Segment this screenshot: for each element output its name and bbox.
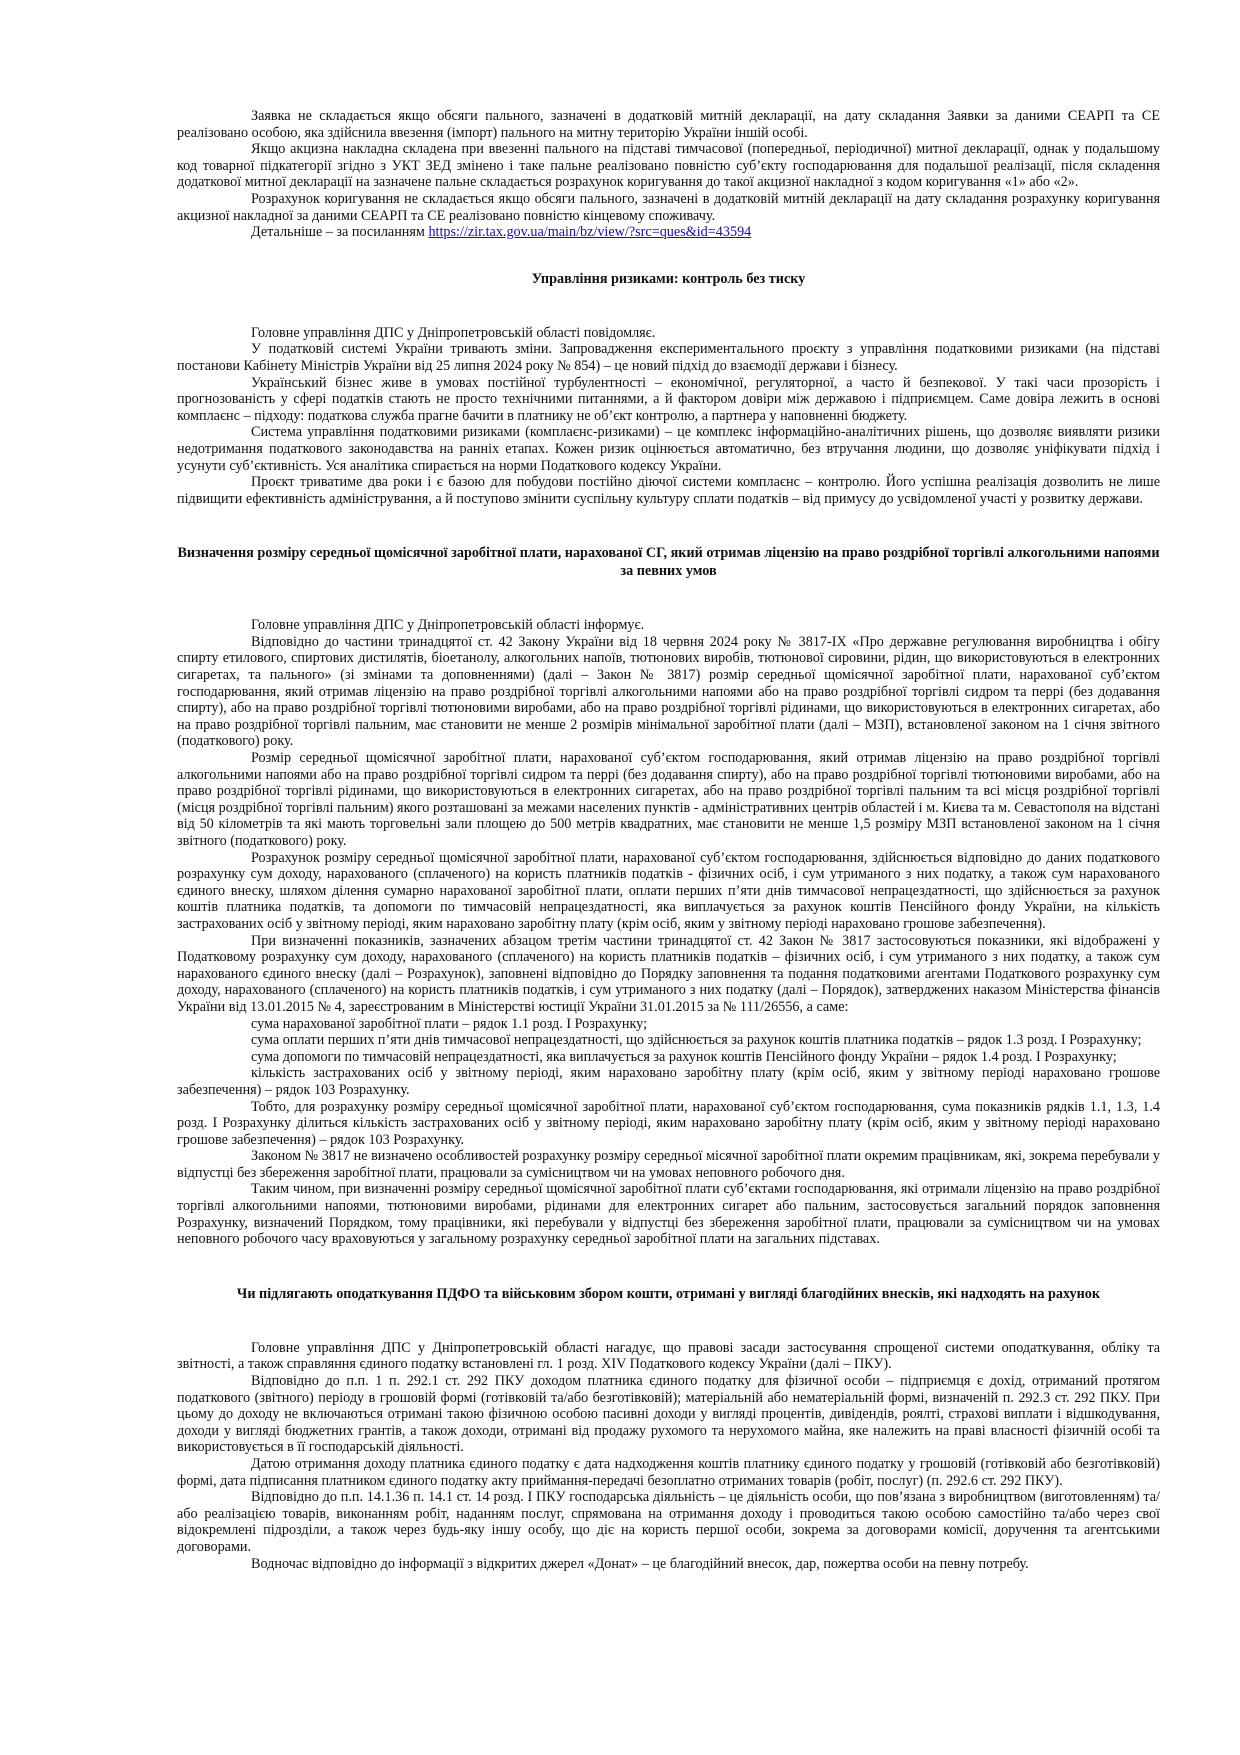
paragraph: Заявка не складається якщо обсяги пального, зазначені в додатковій митній декларації, на дату складання Заявки за даними СЕАРП та СЕ реалізовано особою, яка здійснила ввезення (імпорт) пального на митну територію України іншій особі. bbox=[177, 108, 1160, 141]
details-link[interactable]: https://zir.tax.gov.ua/main/bz/view/?src=ques&id=43594 bbox=[428, 224, 752, 241]
list-item: сума допомоги по тимчасовій непрацездатності, яка виплачується за рахунок коштів Пенсійного фонду України – рядок 1.4 розд. I Розрахунку; bbox=[251, 1048, 1117, 1065]
section-title: Визначення розміру середньої щомісячної заробітної плати, нарахованої СГ, який отримав ліцензію на право роздрібної торгівлі алкогольними напоями за певних умов bbox=[177, 545, 1160, 580]
paragraph: Розрахунок коригування не складається якщо обсяги пального, зазначені в додатковій митній декларації на дату складання розрахунку коригування акцизної накладної за даними СЕАРП та СЕ реалізовано повністю кінцевому споживачу. bbox=[177, 190, 1160, 224]
paragraph: Розмір середньої щомісячної заробітної плати, нарахованої суб’єктом господарювання, який отримав ліцензію на право роздрібної торгівлі алкогольними напоями або на право роздрібної торгівлі сидром та перрі (без додавання спирту), або на право роздрібної торгівлі тютюновими виробами, або на право роздрібної торгівлі рідинами, що використовуються в електронних сигаретах, або на право роздрібної торгівлі пальним та всі місця роздрібної торгівлі (місця роздрібної торгівлі пальним) якого розташовані за межами населених пунктів - адміністративних центрів областей і м. Києва та м. Севастополя на відстані від 50 кілометрів та які мають торговельні зали площею до 500 метрів квадратних, має становити не менше 1,5 розміру МЗП встановленої законом на 1 січня звітного (податкового) року. bbox=[177, 750, 1160, 849]
paragraph: Водночас відповідно до інформації з відкритих джерел «Донат» – це благодійний внесок, дар, пожертва особи на певну потребу. bbox=[251, 1555, 1029, 1572]
section-risk-management bbox=[177, 325, 1160, 508]
section-fuel-declaration bbox=[177, 108, 1160, 241]
section-charity-donations bbox=[177, 1340, 1160, 1572]
paragraph: Проєкт триватиме два роки і є базою для побудови постійно діючої системи комплаєнс – контролю. Його успішна реалізація дозволить не лише підвищити ефективність адміністрування, а й поступово змінити суспільну культуру сплати податків – від примусу до усвідомленої участі у розвитку держави. bbox=[177, 474, 1160, 507]
paragraph: Головне управління ДПС у Дніпропетровській області нагадує, що правові засади застосування спрощеної системи оподаткування, обліку та звітності, а також справляння єдиного податку встановлені гл. 1 розд. XIV Податкового кодексу України (далі – ПКУ). bbox=[177, 1339, 1160, 1373]
paragraph: Система управління податковими ризиками (комплаєнс-ризиками) – це комплекс інформаційно-аналітичних рішень, що дозволяє виявляти ризики недотримання податкового законодавства на ранніх етапах. Кожен ризик оцінюється автоматично, без втручання людини, що дозволяє уніфікувати підхід і усунути суб’єктивність. Уся аналітика спирається на норми Податкового кодексу України. bbox=[177, 424, 1160, 474]
details-prefix: Детальніше – за посиланням bbox=[251, 224, 429, 241]
paragraph: Розрахунок розміру середньої щомісячної заробітної плати, нарахованої суб’єктом господарювання, здійснюється відповідно до даних податкового розрахунку сум доходу, нарахованого (сплаченого) на користь платників податків - фізичних осіб, і сум утриманого з них податку, а також сум нарахованого єдиного внеску, шляхом ділення сумарно нарахованої заробітної плати, оплати перших п’яти днів тимчасової непрацездатності, що здійснюється за рахунок коштів платника податків, та допомоги по тимчасовій непрацездатності, яка виплачується за рахунок коштів Пенсійного фонду України, на кількість застрахованих осіб у звітному періоді, яким нараховано заробітну плату (крім осіб, яким у звітному періоді нараховано грошове забезпечення). bbox=[177, 849, 1160, 932]
paragraph: Відповідно до частини тринадцятої ст. 42 Закону України від 18 червня 2024 року № 3817-IX «Про державне регулювання виробництва і обігу спирту етилового, спиртових дистилятів, біоетанолу, алкогольних напоїв, тютюнових виробів, тютюнової сировини, рідин, що використовуються в електронних сигаретах, та пального» (зі змінами та доповненнями) (далі – Закон № 3817) розмір середньої щомісячної заробітної плати, нарахованої суб’єктом господарювання, який отримав ліцензію на право роздрібної торгівлі алкогольними напоями або на право роздрібної торгівлі сидром та перрі (без додавання спирту), або на право роздрібної торгівлі тютюновими виробами, або на право роздрібної торгівлі рідинами, що використовуються в електронних сигаретах, або на право роздрібної торгівлі пальним, має становити не менше 2 розмірів мінімальної заробітної плати (далі – МЗП), встановленої законом на 1 січня звітного (податкового) року. bbox=[177, 633, 1160, 750]
paragraph: Головне управління ДПС у Дніпропетровській області інформує. bbox=[251, 617, 645, 634]
paragraph: Таким чином, при визначенні розміру середньої щомісячної заробітної плати суб’єктами господарювання, які отримали ліцензію на право роздрібної торгівлі алкогольними напоями, тютюновими виробами, рідинами для електронних сигарет або пальним, застосовується загальний порядок заповнення Розрахунку, визначений Порядком, тому працівники, які перебували у відпустці без збереження заробітної плати, працювали за сумісництвом чи на умовах неповного робочого часу враховуються у загальному розрахунку середньої заробітної плати на загальних підставах. bbox=[177, 1181, 1160, 1248]
paragraph: Відповідно до п.п. 1 п. 292.1 ст. 292 ПКУ доходом платника єдиного податку для фізичної особи – підприємця є дохід, отриманий протягом податкового (звітного) періоду в грошовій формі (готівковій та/або безготівковій); матеріальній або нематеріальній формі, визначеній п. 292.3 ст. 292 ПКУ. При цьому до доходу не включаються отримані такою фізичною особою пасивні доходи у вигляді процентів, дивідендів, роялті, страхові виплати і відшкодування, доходи у вигляді бюджетних грантів, а також доходи, отримані від продажу рухомого та нерухомого майна, яке належить на праві власності фізичній особі та використовується в її господарській діяльності. bbox=[177, 1373, 1160, 1456]
document-page bbox=[177, 108, 1160, 1572]
paragraph: У податковій системі України тривають зміни. Запровадження експериментального проєкту з управління податковими ризиками (на підставі постанови Кабінету Міністрів України від 25 липня 2024 року № 854) – це новий підхід до взаємодії держави і бізнесу. bbox=[177, 341, 1160, 374]
paragraph: Головне управління ДПС у Дніпропетровській області повідомляє. bbox=[251, 324, 656, 341]
paragraph: При визначенні показників, зазначених абзацом третім частини тринадцятої ст. 42 Закон № 3817 застосовуються показники, які відображені у Податковому розрахунку сум доходу, нарахованого (сплаченого) на користь платників податків – фізичних осіб, і сум утриманого з них податку, а також сум нарахованого єдиного внеску (далі – Розрахунок), заповнені відповідно до Порядку заповнення та подання податковими агентами Податкового розрахунку сум доходу, нарахованого (сплаченого) на користь платників податків, і сум утриманого з них податку (далі – Порядок), затверджених наказом Міністерства фінансів України від 13.01.2015 № 4, зареєстрованим в Міністерстві юстиції України 31.01.2015 за № 111/26556, а саме: bbox=[177, 932, 1160, 1015]
details-paragraph bbox=[177, 224, 1160, 241]
section-title: Управління ризиками: контроль без тиску bbox=[531, 270, 806, 287]
list-item: сума нарахованої заробітної плати – рядок 1.1 розд. I Розрахунку; bbox=[251, 1015, 648, 1032]
paragraph: Відповідно до п.п. 14.1.36 п. 14.1 ст. 14 розд. I ПКУ господарська діяльність – це діяльність особи, що пов’язана з виробництвом (виготовленням) та/або реалізацією товарів, виконанням робіт, наданням послуг, спрямована на отримання доходу і проводиться такою особою самостійно та/або через свої відокремлені підрозділи, а також через будь-яку іншу особу, що діє на користь першої особи, зокрема за договорами комісії, доручення та агентськими договорами. bbox=[177, 1489, 1160, 1555]
paragraph: Якщо акцизна накладна складена при ввезенні пального на підставі тимчасової (попередньої, періодичної) митної декларації, однак у подальшому код товарної підкатегорії згідно з УКТ ЗЕД змінено і таке пальне реалізовано повністю суб’єкту господарювання для подальшої реалізації, після складення додаткової митної декларації на зазначене пальне складається розрахунок коригування до такої акцизної накладної з кодом коригування «1» або «2». bbox=[177, 141, 1160, 191]
paragraph: Законом № 3817 не визначено особливостей розрахунку розміру середньої місячної заробітної плати окремим працівникам, які, зокрема перебували у відпустці без збереження заробітної плати, працювали за сумісництвом чи на умовах неповного робочого дня. bbox=[177, 1148, 1160, 1181]
paragraph: Тобто, для розрахунку розміру середньої щомісячної заробітної плати, нарахованої суб’єктом господарювання, сума показників рядків 1.1, 1.3, 1.4 розд. I Розрахунку ділиться кількість застрахованих осіб у звітному періоді, яким нараховано заробітну плату (крім осіб, яким у звітному періоді нараховано грошове забезпечення) – рядок 103 Розрахунку. bbox=[177, 1098, 1160, 1148]
list-item: кількість застрахованих осіб у звітному періоді, яким нараховано заробітну плату (крім осіб, яким у звітному періоді нараховано грошове забезпечення) – рядок 103 Розрахунку. bbox=[177, 1065, 1160, 1098]
paragraph: Датою отримання доходу платника єдиного податку є дата надходження коштів платнику єдиного податку у грошовій (готівковій або безготівковій) формі, дата підписання платником єдиного податку акту приймання-передачі безоплатно отриманих товарів (робіт, послуг) (п. 292.6 ст. 292 ПКУ). bbox=[177, 1456, 1160, 1489]
section-average-salary bbox=[177, 617, 1160, 1248]
paragraph: Український бізнес живе в умовах постійної турбулентності – економічної, регуляторної, а часто й безпекової. У такі часи прозорість і прогнозованість у сфері податків стають не просто технічними питаннями, а й фактором довіри між державою і підприємцем. Саме довіра лежить в основі комплаєнс – підходу: податкова служба прагне бачити в платнику не об’єкт контролю, а партнера у наповненні бюджету. bbox=[177, 374, 1160, 424]
list-item: сума оплати перших п’яти днів тимчасової непрацездатності, що здійснюється за рахунок коштів платника податків – рядок 1.3 розд. I Розрахунку; bbox=[251, 1032, 1142, 1049]
section-title: Чи підлягають оподаткування ПДФО та військовим збором кошти, отримані у вигляді благодійних внесків, які надходять на рахунок bbox=[236, 1285, 1101, 1302]
